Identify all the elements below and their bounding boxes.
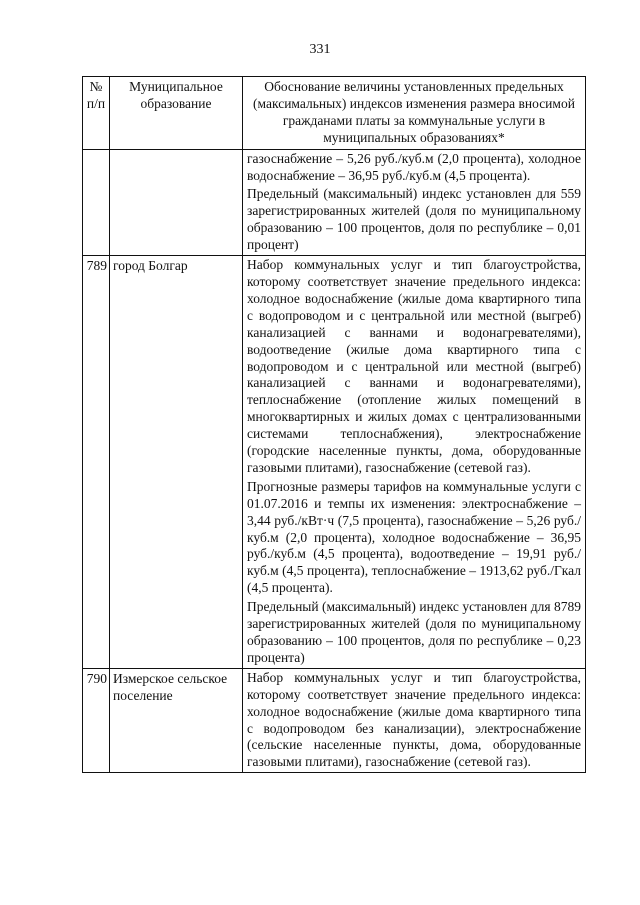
row-justification xyxy=(243,149,586,255)
row-number: 789 xyxy=(83,256,110,669)
row-paragraph: Предельный (максимальный) индекс установлен для 559 зарегистрированных жителей (доля по муниципальному образованию – 100 процентов, доля по республике – 0,01 процент) xyxy=(247,186,581,253)
row-paragraph: газоснабжение – 5,26 руб./куб.м (2,0 процента), холодное водоснабжение – 36,95 руб./куб.м (4,5 процента). xyxy=(247,150,581,183)
header-number: № п/п xyxy=(83,77,110,150)
table-header-row xyxy=(83,77,586,150)
row-paragraph: Набор коммунальных услуг и тип благоустройства, которому соответствует значение предельного индекса: холодное водоснабжение (жилые дома квартирного типа с водопроводом без канализации), электроснабжение (сельские населенные пункты, дома, оборудованные газовыми плитами), газоснабжение (сетевой газ). xyxy=(247,669,581,770)
row-justification xyxy=(243,668,586,772)
row-number xyxy=(83,149,110,255)
header-municipality: Муниципальное образование xyxy=(110,77,243,150)
row-municipality xyxy=(110,149,243,255)
table-row xyxy=(83,149,586,255)
table-row xyxy=(83,256,586,669)
table-row xyxy=(83,668,586,772)
row-paragraph: Набор коммунальных услуг и тип благоустройства, которому соответствует значение предельного индекса: холодное водоснабжение (жилые дома квартирного типа с водопроводом и с центральной или местной (выгреб) канализацией с ваннами и водонагревателями), водоотведение (жилые дома квартирного типа с водопроводом и с центральной или местной (выгреб) канализацией с ваннами и водонагревателями), теплоснабжение (отопление жилых помещений в многоквартирных и жилых домах с централизованными системами теплоснабжения), электроснабжение (городские населенные пункты, дома, оборудованные газовыми плитами), газоснабжение (сетевой газ). xyxy=(247,257,581,475)
row-municipality: город Болгар xyxy=(110,256,243,669)
tariff-index-table xyxy=(82,76,586,773)
header-justification: Обоснование величины установленных предельных (максимальных) индексов изменения размера вносимой гражданами платы за коммунальные услуги в муниципальных образованиях* xyxy=(243,77,586,150)
row-paragraph: Предельный (максимальный) индекс установлен для 8789 зарегистрированных жителей (доля по муниципальному образованию – 100 процентов, доля по республике – 0,23 процента) xyxy=(247,599,581,665)
row-municipality: Измерское сельское поселение xyxy=(110,668,243,772)
row-justification xyxy=(243,256,586,669)
row-paragraph: Прогнозные размеры тарифов на коммунальные услуги с 01.07.2016 и темпы их изменения: электроснабжение – 3,44 руб./кВт·ч (7,5 процента), газоснабжение – 5,26 руб./куб.м (2,0 процента), холодное водоснабжение – 36,95 руб./куб.м (4,5 процента), водоотведение – 19,91 руб./куб.м (4,5 процента), теплоснабжение – 1913,62 руб./Гкал (4,5 процента). xyxy=(247,478,581,596)
page-number: 331 xyxy=(309,42,331,57)
row-number: 790 xyxy=(83,668,110,772)
